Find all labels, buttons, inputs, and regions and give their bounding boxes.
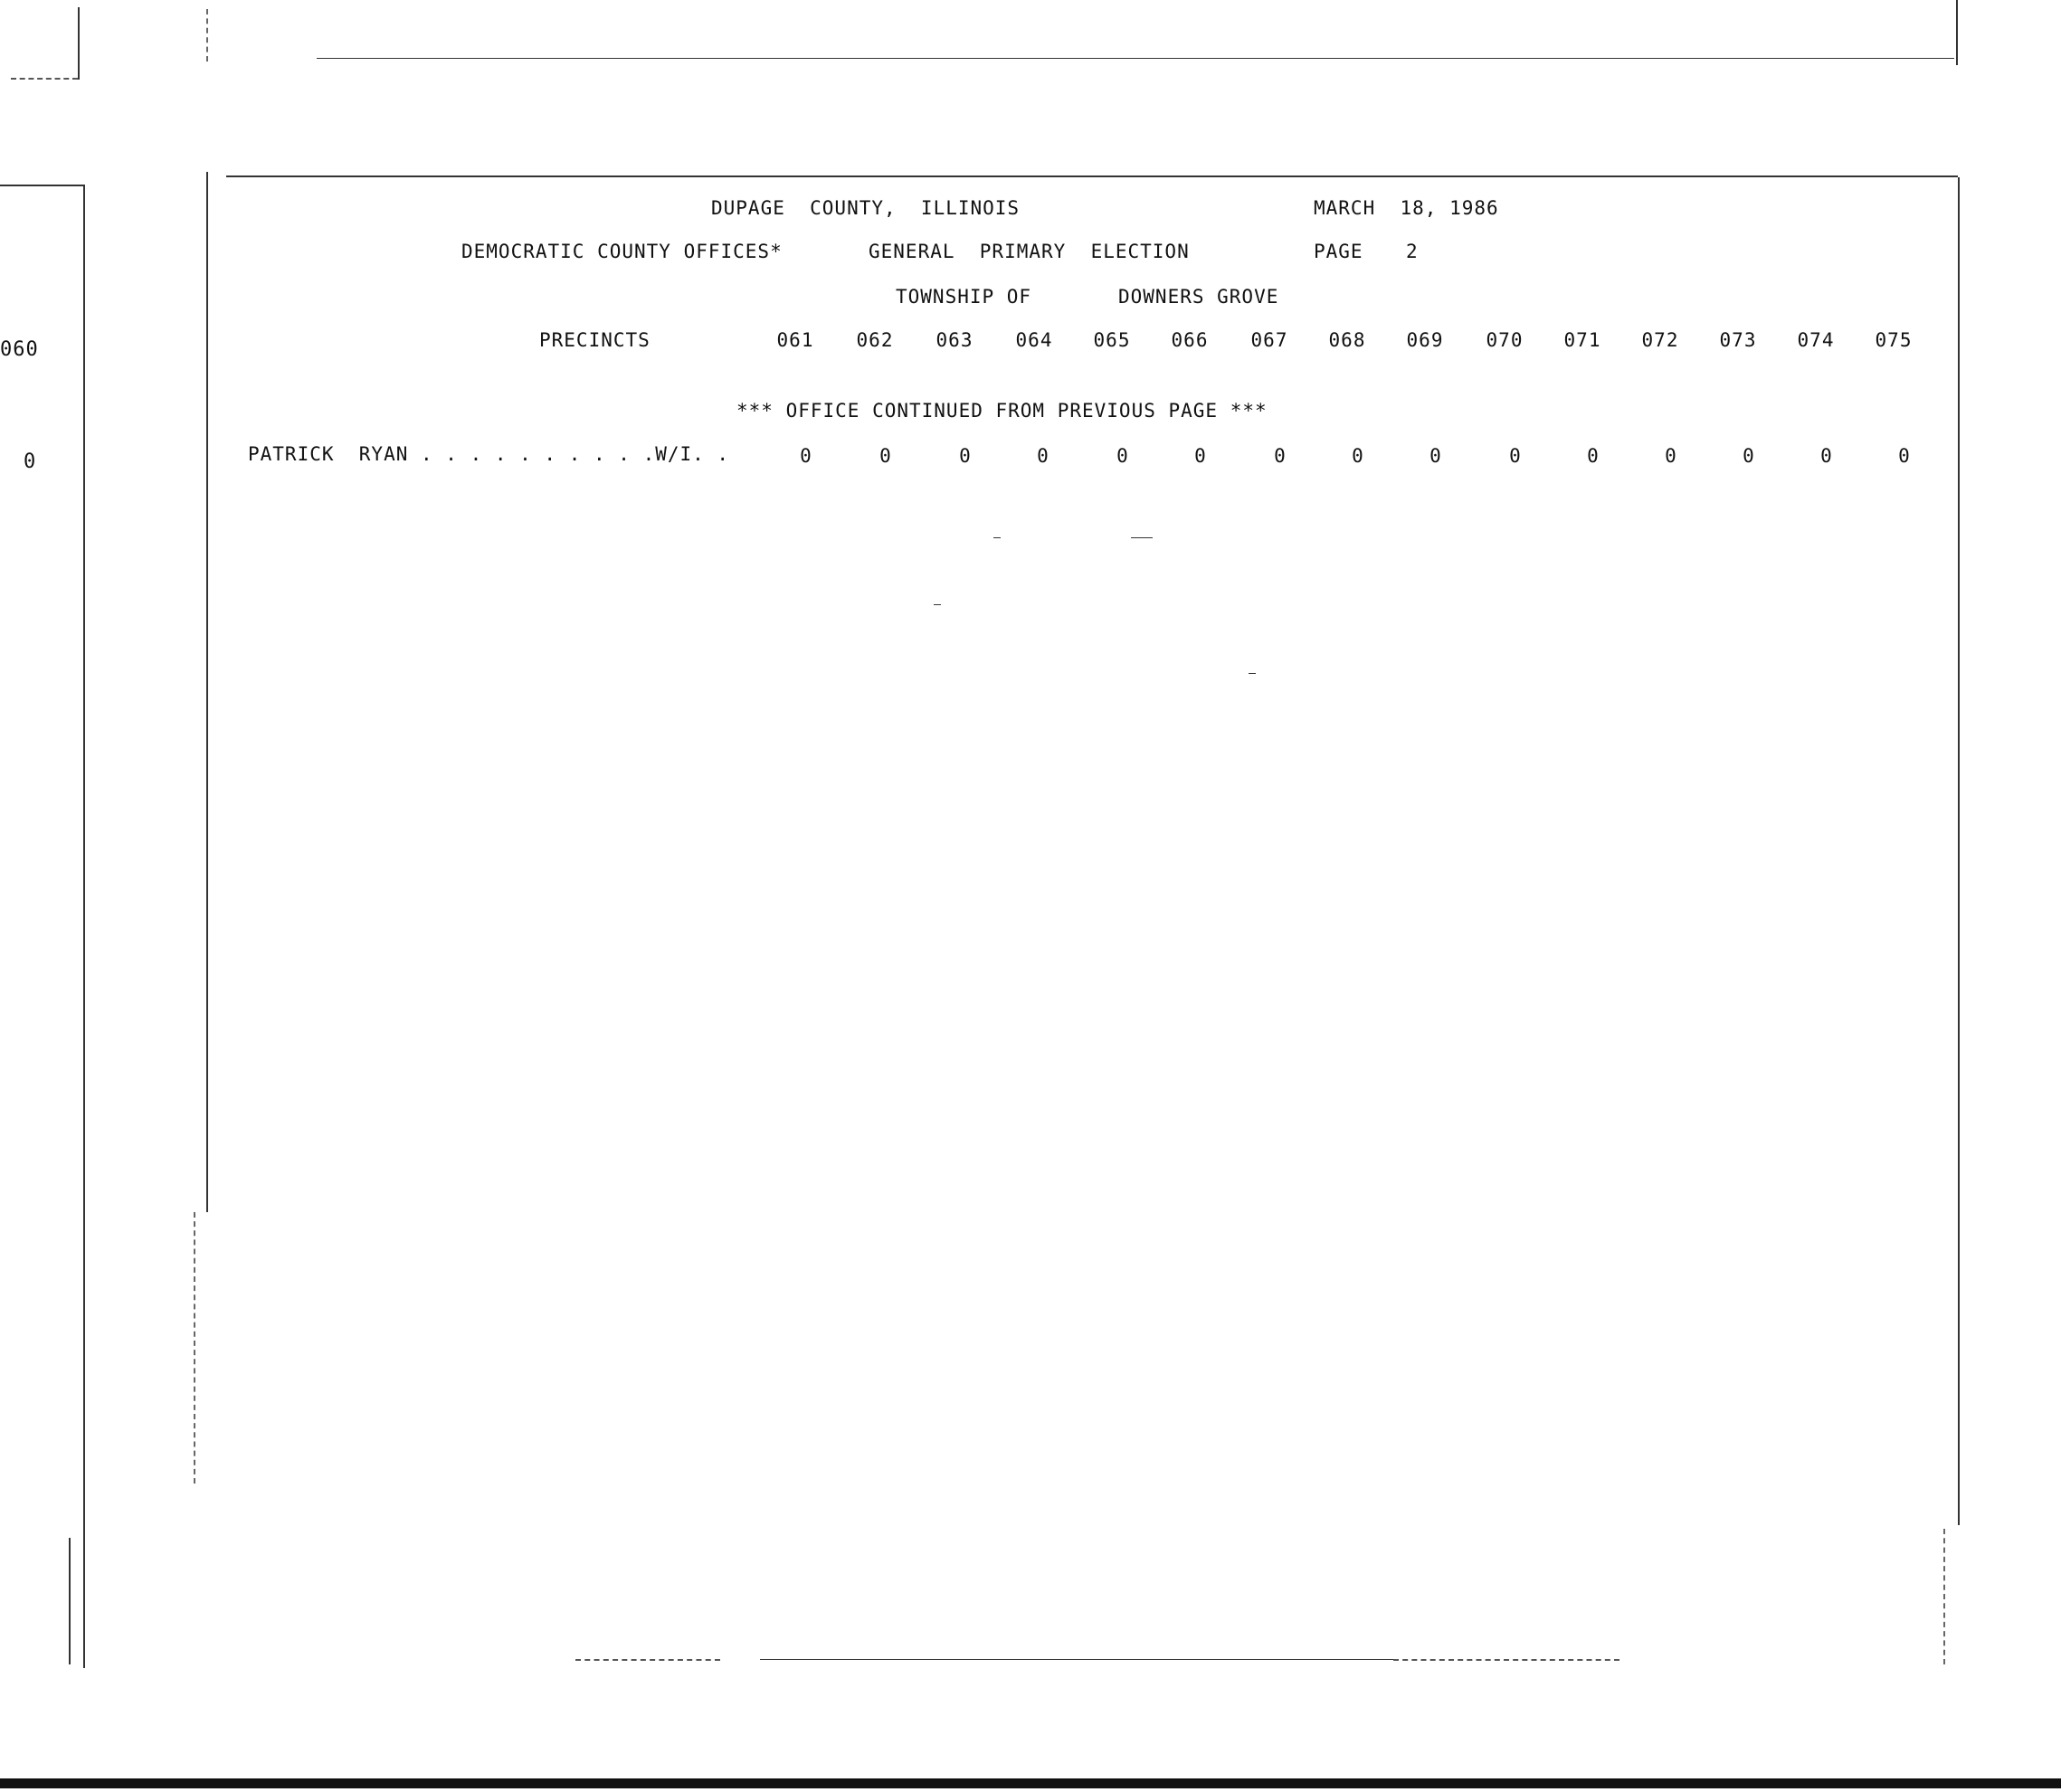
report-date: MARCH 18, 1986	[1314, 197, 1499, 219]
county-title: DUPAGE COUNTY, ILLINOIS	[711, 197, 1021, 219]
vote-cell: 0	[959, 445, 972, 467]
precinct-col-070: 070	[1486, 329, 1524, 351]
precinct-col-073: 073	[1719, 329, 1757, 351]
precinct-col-068: 068	[1328, 329, 1366, 351]
page-number: 2	[1406, 241, 1419, 262]
scan-mark	[993, 537, 1001, 538]
sheet-left-border-lower	[194, 1212, 195, 1484]
vote-cell: 0	[1194, 445, 1207, 467]
vote-cell: 0	[1274, 445, 1287, 467]
sheet-bottom-rule-left	[575, 1659, 720, 1661]
vote-cell: 0	[1509, 445, 1522, 467]
vote-cell: 0	[1587, 445, 1600, 467]
sheet-left-border	[206, 172, 208, 1212]
left-panel-edge-lower	[69, 1538, 71, 1664]
top-right-tick	[1956, 0, 1958, 65]
election-title: GENERAL PRIMARY ELECTION	[869, 241, 1190, 262]
page-label: PAGE	[1314, 241, 1363, 262]
vote-cell: 0	[1743, 445, 1755, 467]
top-mid-tick	[206, 9, 208, 62]
scan-mark	[1249, 673, 1256, 674]
page-bottom-bar	[0, 1778, 2061, 1788]
precinct-col-061: 061	[776, 329, 814, 351]
office-group-title: DEMOCRATIC COUNTY OFFICES*	[461, 241, 783, 262]
sheet-top-border	[226, 175, 1958, 177]
left-panel-top-rule	[0, 185, 83, 186]
vote-cell: 0	[879, 445, 892, 467]
precinct-col-066: 066	[1171, 329, 1209, 351]
sheet-right-border-lower	[1943, 1529, 1945, 1664]
vote-cell: 0	[1898, 445, 1911, 467]
sheet-right-border	[1958, 177, 1960, 1525]
precinct-col-069: 069	[1406, 329, 1444, 351]
vote-cell: 0	[800, 445, 812, 467]
vote-cell: 0	[1665, 445, 1677, 467]
sheet-bottom-rule-right	[1393, 1659, 1619, 1661]
precinct-col-063: 063	[936, 329, 974, 351]
precincts-row-header: PRECINCTS	[539, 329, 651, 351]
top-left-rule	[11, 78, 78, 80]
sheet-bottom-rule	[760, 1659, 1393, 1660]
left-panel-edge	[83, 185, 85, 1668]
precinct-col-075: 075	[1875, 329, 1913, 351]
township-name: DOWNERS GROVE	[1118, 286, 1279, 308]
vote-cell: 0	[1037, 445, 1049, 467]
top-left-tick	[78, 7, 80, 80]
precinct-col-062: 062	[856, 329, 894, 351]
candidate-name: PATRICK RYAN . . . . . . . . . .W/I. .	[248, 443, 730, 465]
margin-value: 0	[24, 450, 37, 473]
scan-mark	[1131, 537, 1153, 538]
vote-cell: 0	[1352, 445, 1364, 467]
vote-cell: 0	[1116, 445, 1129, 467]
top-rule	[317, 58, 1954, 59]
margin-precinct-label: 060	[0, 338, 39, 361]
precinct-col-067: 067	[1250, 329, 1288, 351]
precinct-col-071: 071	[1563, 329, 1601, 351]
precinct-col-072: 072	[1641, 329, 1679, 351]
continued-note: *** OFFICE CONTINUED FROM PREVIOUS PAGE ***	[736, 400, 1268, 422]
township-label: TOWNSHIP OF	[896, 286, 1032, 308]
precinct-col-064: 064	[1015, 329, 1053, 351]
scan-mark	[934, 604, 941, 605]
vote-cell: 0	[1429, 445, 1442, 467]
precinct-col-074: 074	[1797, 329, 1835, 351]
vote-cell: 0	[1820, 445, 1833, 467]
precinct-col-065: 065	[1093, 329, 1131, 351]
